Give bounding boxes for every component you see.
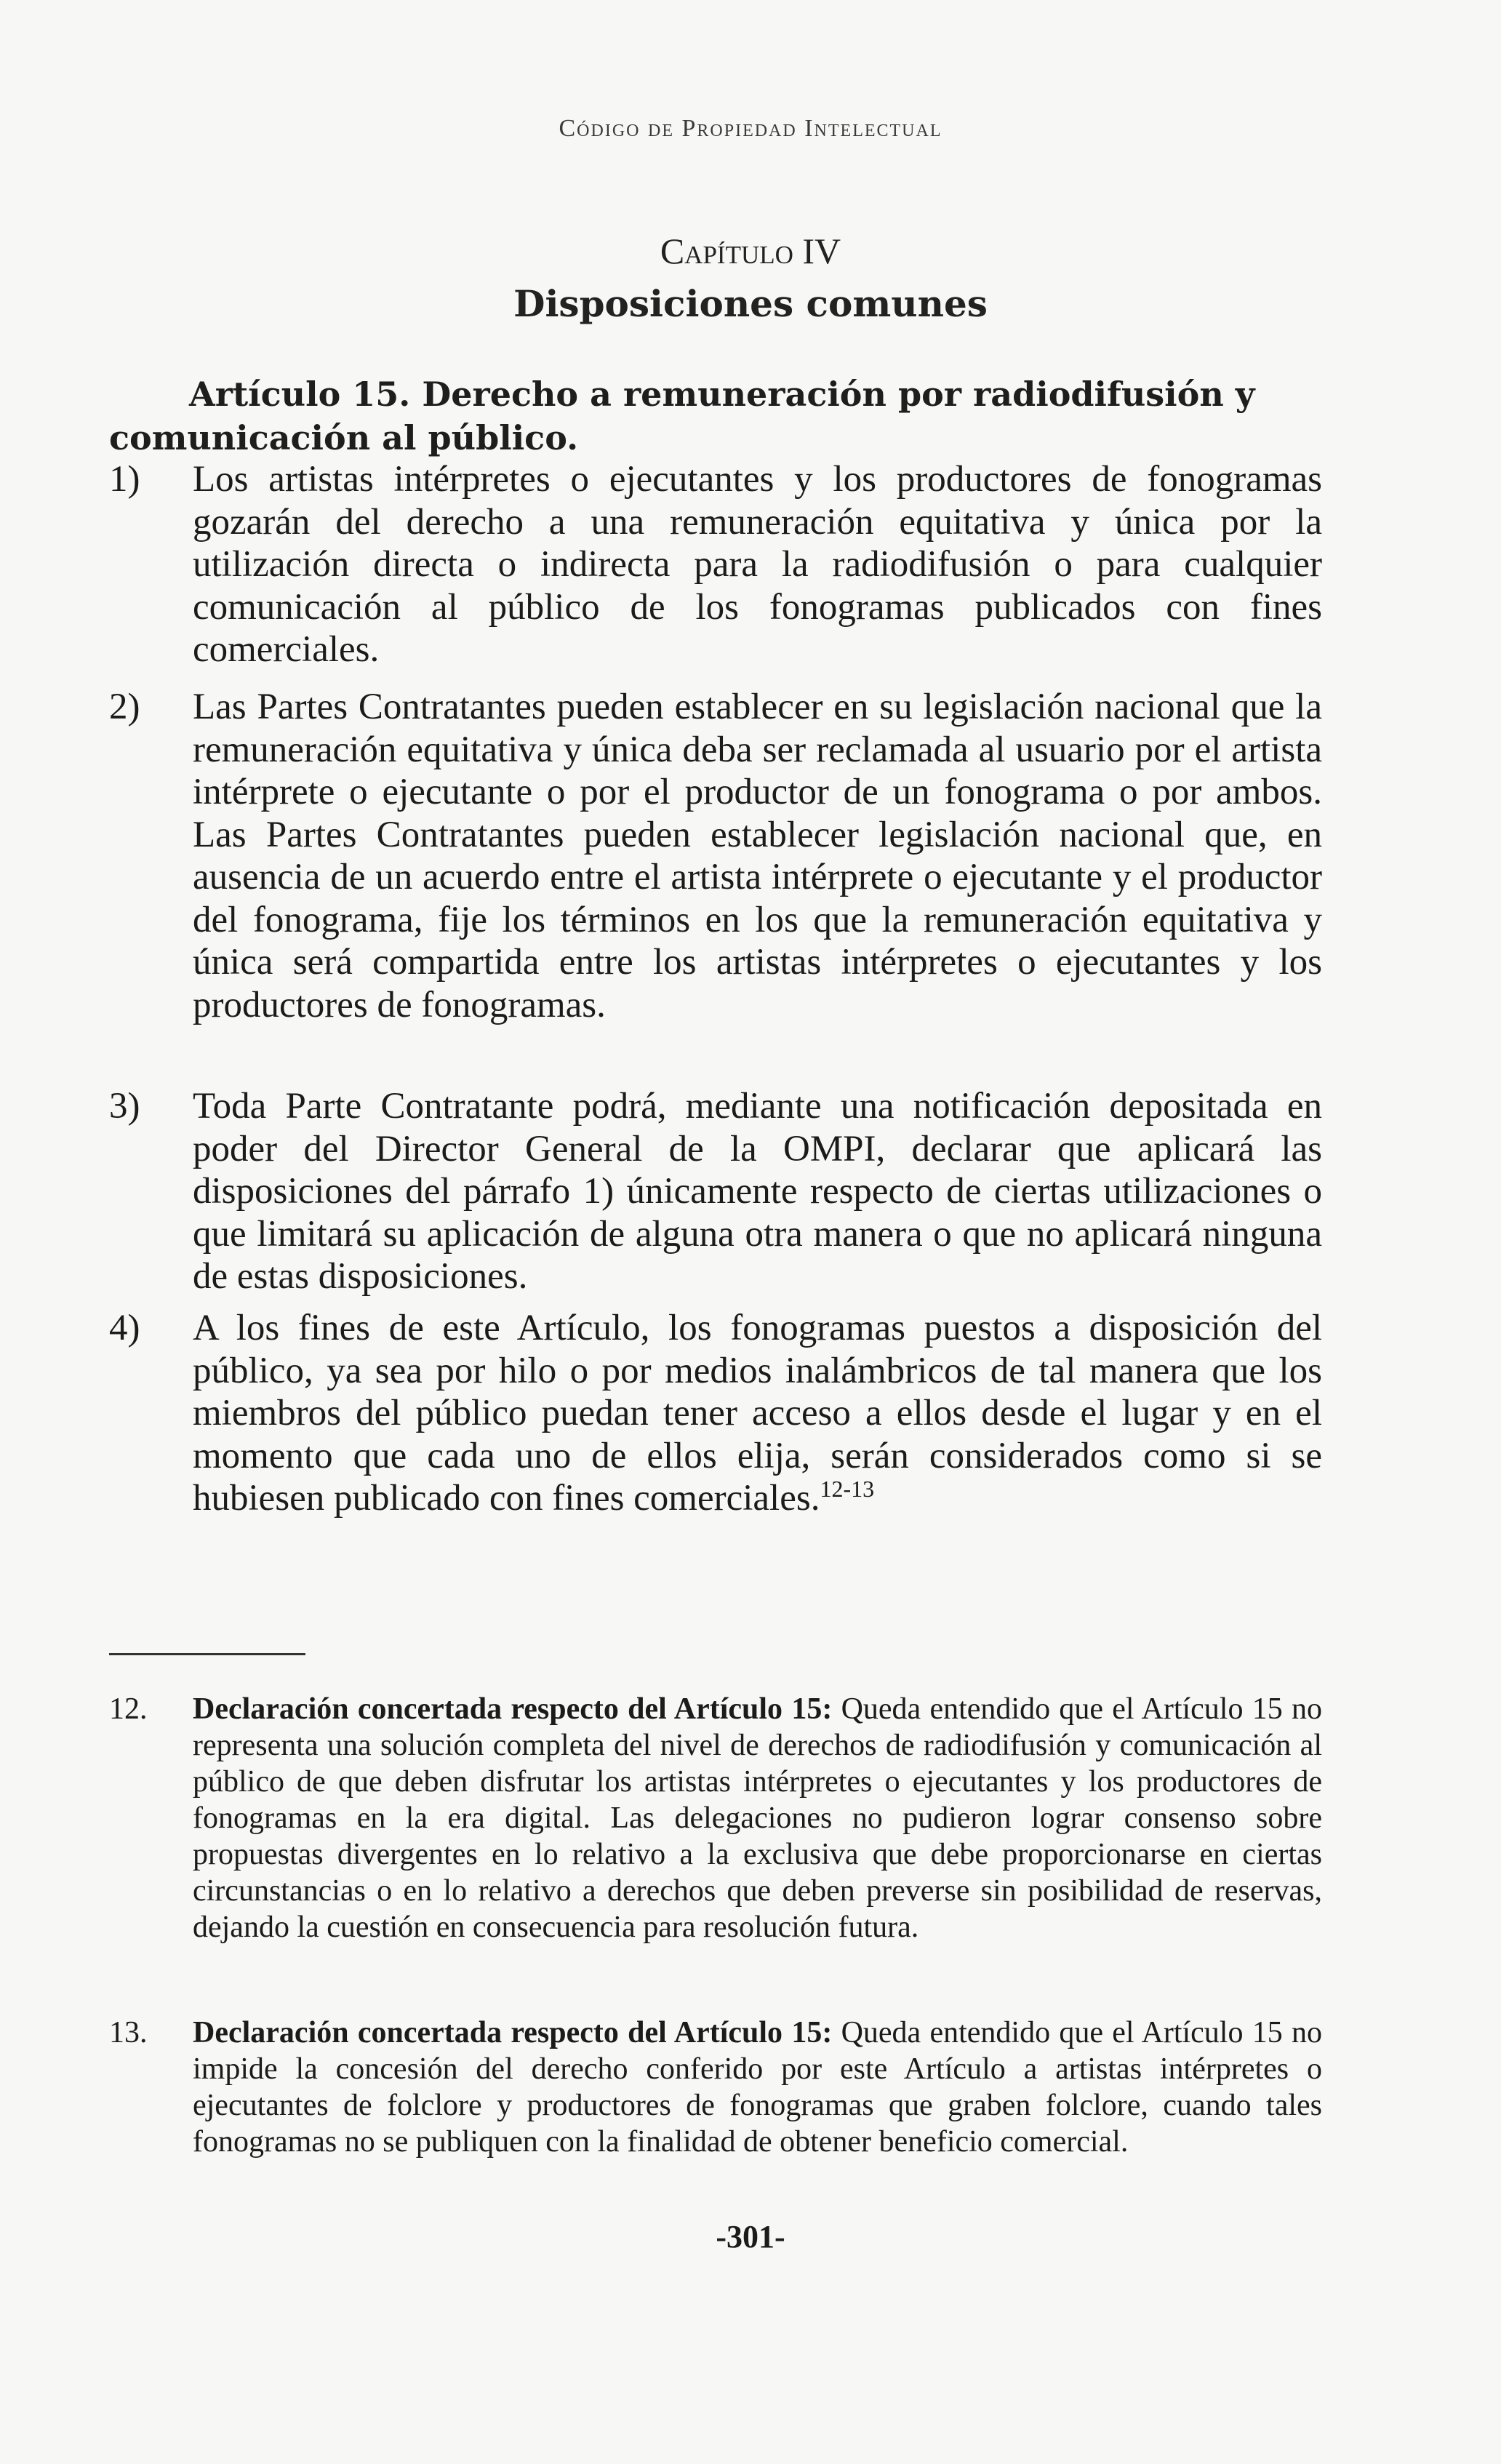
- paragraph-number: 3): [109, 1086, 140, 1127]
- footnote-lead: Declaración concertada respecto del Artículo 15:: [193, 1692, 833, 1726]
- footnote-lead: Declaración concertada respecto del Artículo 15:: [193, 2016, 833, 2049]
- page-number: -301-: [716, 2219, 785, 2255]
- paragraph-text: Las Partes Contratantes pueden establecer en su legislación nacional que la remuneración equitativa y única deba ser reclamada al usuario por el artista intérprete o ejecutante o por el productor de un fonograma o por ambos. Las Partes Contratantes pueden establecer legislación nacional que, en ausencia de un acuerdo entre el artista intérprete o ejecutante y el productor del fonograma, fije los términos en los que la remuneración equitativa y única será compartida entre los artistas intérpretes o ejecutantes y los productores de fonogramas.: [193, 687, 1322, 1025]
- footnote-text: [193, 1691, 1322, 1945]
- footnote-body: Queda entendido que el Artículo 15 no representa una solución completa del nivel de derechos de radiodifusión y comunicación al público de que deben disfrutar los artistas intérpretes o ejecutantes y los productores de fonogramas en la era digital. Las delegaciones no pudieron lograr consenso sobre propuestas divergentes en lo relativo a la exclusiva que debe proporcionarse en ciertas circunstancias o en lo relativo a derechos que deben preverse sin posibilidad de reservas, dejando la cuestión en consecuencia para resolución futura.: [193, 1692, 1322, 1944]
- chapter-title: Disposiciones comunes: [513, 282, 988, 325]
- paragraph-1: [109, 458, 1322, 671]
- footnote-number: 12.: [109, 1692, 148, 1726]
- article-heading: Artículo 15. Derecho a remuneración por radiodifusión y comunicación al público.: [109, 375, 1255, 457]
- paragraph-text: Los artistas intérpretes o ejecutantes y los productores de fonogramas gozarán del derecho a una remuneración equitativa y única por la utilización directa o indirecta para la radiodifusión o para cualquier comunicación al público de los fonogramas publicados con fines comerciales.: [193, 459, 1322, 670]
- paragraph-3: [109, 1085, 1322, 1298]
- footnote-divider: [109, 1653, 305, 1655]
- paragraph-text: Toda Parte Contratante podrá, mediante una notificación depositada en poder del Director General de la OMPI, declarar que aplicará las disposiciones del párrafo 1) únicamente respecto de ciertas utilizaciones o que limitará su aplicación de alguna otra manera o que no aplicará ninguna de estas disposiciones.: [193, 1086, 1322, 1297]
- paragraph-body: A los fines de este Artículo, los fonogramas puestos a disposición del público, ya sea por hilo o por medios inalámbricos de tal manera que los miembros del público puedan tener acceso a ellos desde el lugar y en el momento que cada uno de ellos elija, serán considerados como si se hubiesen publicado con fines comerciales.: [193, 1308, 1322, 1519]
- paragraph-2: [109, 686, 1322, 1026]
- footnote-body: Queda entendido que el Artículo 15 no impide la concesión del derecho conferido por este Artículo a artistas intérpretes o ejecutantes de folclore y productores de fonogramas que graben folclore, cuando tales fonogramas no se publiquen con la finalidad de obtener beneficio comercial.: [193, 2016, 1322, 2159]
- paragraph-text: [193, 1307, 1322, 1520]
- paragraph-number: 1): [109, 459, 140, 500]
- footnote-reference[interactable]: 12-13: [820, 1476, 875, 1502]
- footnote-12: [109, 1691, 1322, 1945]
- footnote-13: [109, 2015, 1322, 2160]
- chapter-label: Capítulo IV: [660, 231, 841, 271]
- paragraph-number: 2): [109, 687, 140, 727]
- running-head: Código de Propiedad Intelectual: [559, 115, 942, 142]
- footnote-number: 13.: [109, 2016, 148, 2049]
- footnote-text: [193, 2015, 1322, 2160]
- paragraph-4: [109, 1307, 1322, 1520]
- paragraph-number: 4): [109, 1308, 140, 1348]
